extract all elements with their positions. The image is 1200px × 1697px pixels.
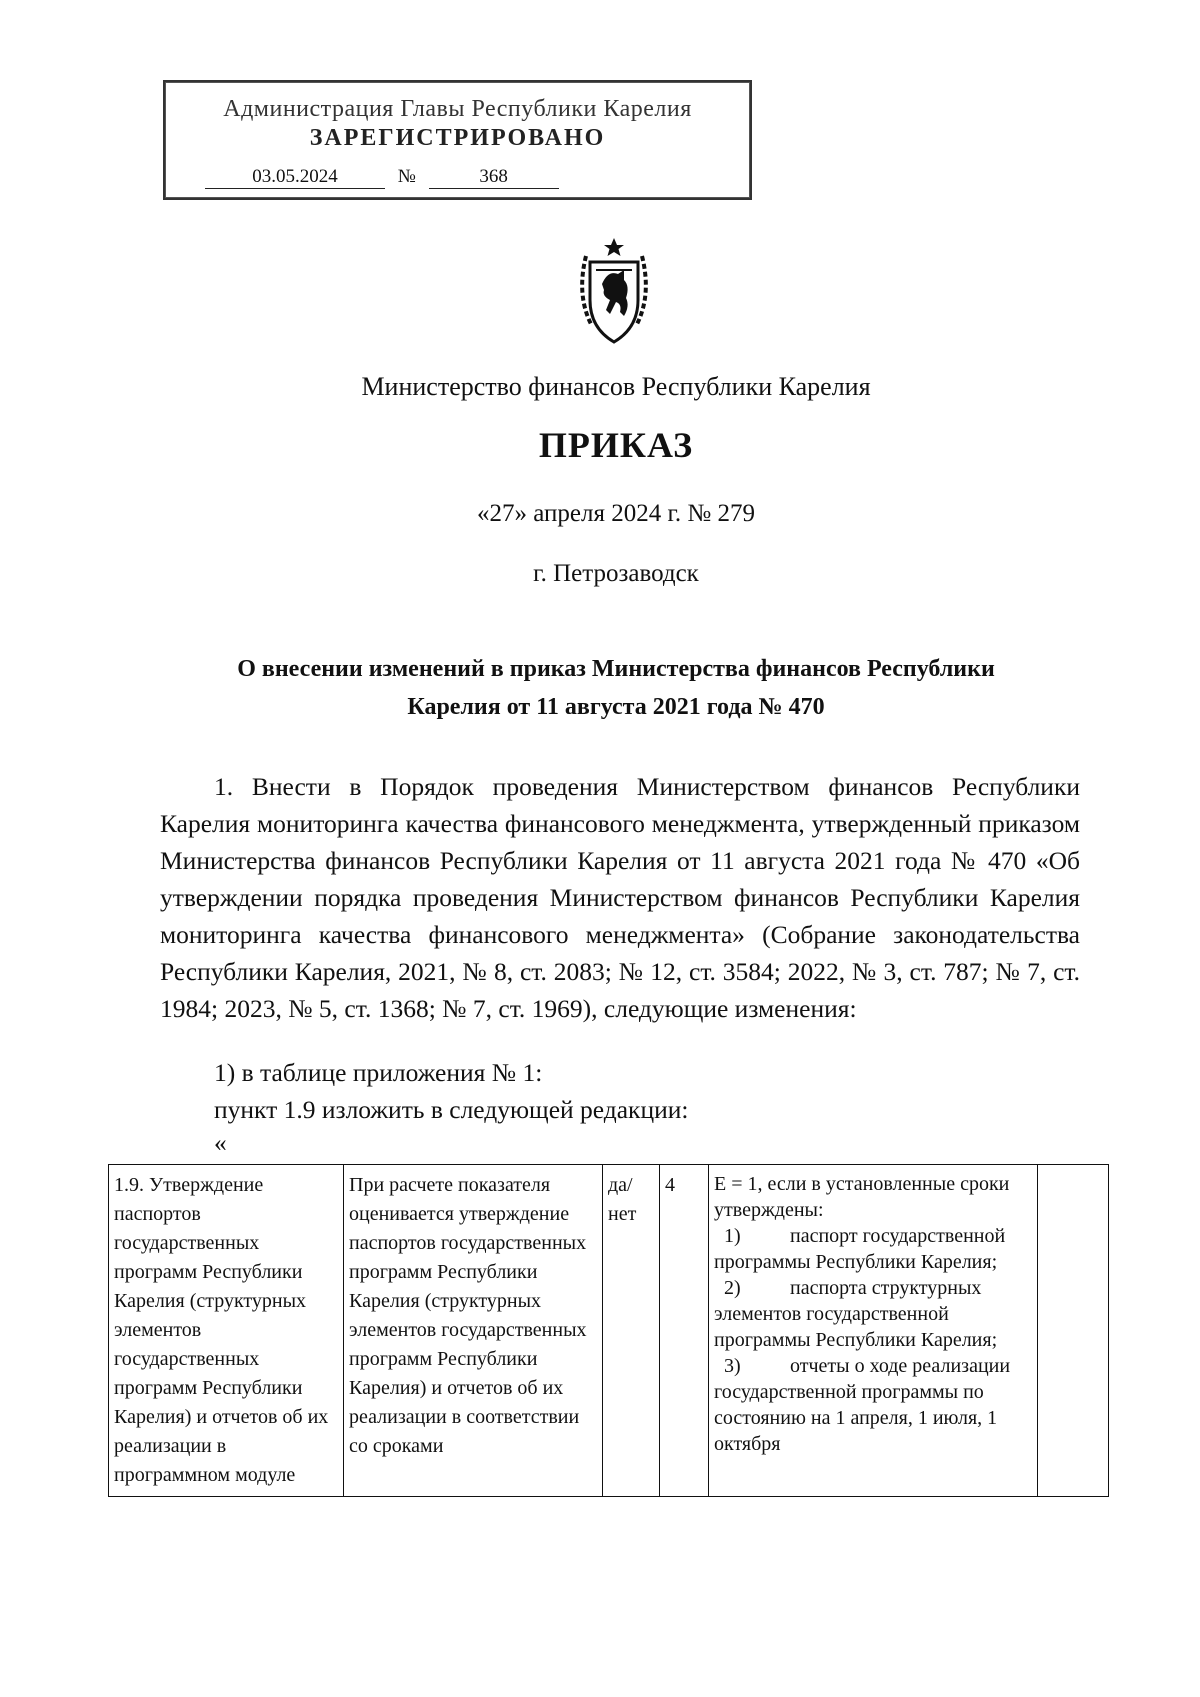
stamp-number-sign: №	[397, 166, 416, 187]
point-instruction: пункт 1.9 изложить в следующей редакции:	[214, 1095, 689, 1124]
document-type: ПРИКАЗ	[538, 425, 694, 465]
stamp-status: ЗАРЕГИСТРИРОВАНО	[309, 125, 606, 151]
evaluation-item: 2) паспорта структурных элементов государственной программы Республики Карелия;	[714, 1277, 998, 1351]
evaluation-cell	[709, 1165, 1038, 1497]
stamp-number: 368	[429, 166, 559, 189]
item-1: 1) в таблице приложения № 1:	[214, 1058, 543, 1087]
paragraph-1: 1. Внести в Порядок проведения Министерством финансов Республики Карелия мониторинга качества финансового менеджмента, утвержденный приказом Министерства финансов Республики Карелия от 11 августа 2021 года № 470 «Об утверждении порядка проведения Министерством финансов Республики Карелия мониторинга качества финансового менеджмента» (Собрание законодательства Республики Карелия, 2021, № 8, ст. 2083; № 12, ст. 3584; 2022, № 3, ст. 787; № 7, ст. 1984; 2023, № 5, ст. 1368; № 7, ст. 1969), следующие изменения:	[160, 772, 1080, 1023]
yes-no-cell: да/нет	[603, 1165, 660, 1497]
ministry-name: Министерство финансов Республики Карелия	[361, 372, 871, 401]
registration-stamp	[163, 80, 752, 200]
evaluation-intro: E = 1, если в установленные сроки утверждены:	[714, 1173, 1010, 1221]
stamp-organization: Администрация Главы Республики Карелия	[223, 96, 692, 122]
empty-cell	[1038, 1165, 1109, 1497]
order-date-number: «27» апреля 2024 г. № 279	[476, 500, 755, 527]
subject-line-2: Карелия от 11 августа 2021 года № 470	[407, 694, 825, 720]
evaluation-item: 1) паспорт государственной программы Республики Карелия;	[714, 1225, 1006, 1273]
subject-line-1: О внесении изменений в приказ Министерства финансов Республики	[237, 656, 995, 682]
stamp-registration-line	[205, 166, 745, 189]
table-row	[109, 1165, 1109, 1497]
indicator-description-cell: При расчете показателя оценивается утверждение паспортов государственных программ Республики Карелия (структурных элементов государственных программ Республики Карелия) и отчетов об их реализации в соответствии со сроками	[344, 1165, 603, 1497]
amendment-table	[108, 1164, 1109, 1497]
karelia-coat-of-arms-icon	[572, 236, 656, 346]
city: г. Петрозаводск	[533, 560, 699, 587]
order-subject	[0, 650, 1200, 726]
evaluation-item: 3) отчеты о ходе реализации государственной программы по состоянию на 1 апреля, 1 июля, 1 октября	[714, 1355, 1011, 1455]
indicator-name-cell: 1.9. Утверждение паспортов государственных программ Республики Карелия (структурных элементов государственных программ Республики Карелия) и отчетов об их реализации в программном модуле	[109, 1165, 344, 1497]
opening-quote: «	[214, 1128, 227, 1157]
stamp-date: 03.05.2024	[205, 166, 385, 189]
weight-cell: 4	[660, 1165, 709, 1497]
